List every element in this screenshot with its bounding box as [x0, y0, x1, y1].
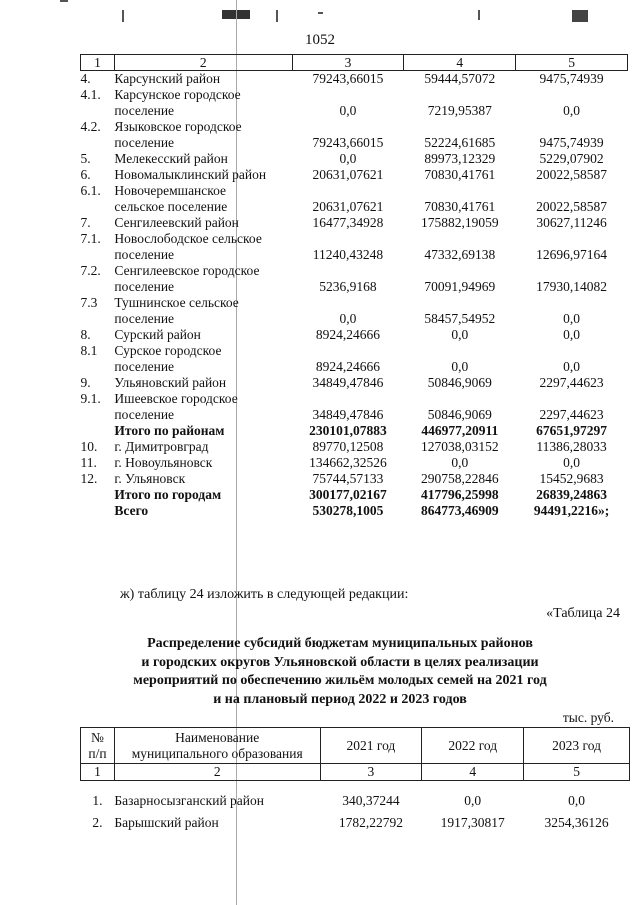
table-row	[81, 455, 628, 471]
table-row	[81, 343, 628, 375]
value-cell: 15452,9683	[539, 471, 604, 486]
value-cell: 530278,1005	[312, 503, 384, 518]
municipality-name	[114, 503, 292, 519]
municipality-name	[114, 471, 292, 487]
table-row	[81, 263, 628, 295]
row-number: 7.	[80, 215, 91, 230]
table-row	[81, 151, 628, 167]
subsidy-table-continued	[80, 54, 628, 519]
value-cell: 11386,28033	[536, 439, 607, 454]
column-number: 4	[422, 764, 524, 781]
row-number	[81, 487, 115, 503]
value-cell: 75744,57133	[312, 471, 384, 486]
value-cell: 20022,58587	[536, 199, 608, 214]
name-line: Новослободское сельское	[114, 231, 262, 246]
value-cell: 8924,24666	[315, 327, 381, 342]
column-number: 2	[114, 764, 320, 781]
value-cell: 0,0	[568, 792, 586, 808]
municipality-name	[114, 167, 292, 183]
value-cell: 17930,14082	[536, 279, 608, 294]
name-line: поселение	[114, 279, 175, 294]
municipality-name	[114, 119, 292, 151]
value-cell: 2297,44623	[539, 375, 604, 390]
row-number: 7.3	[80, 295, 98, 310]
name-line: Мелекесский район	[114, 151, 228, 166]
value-cell: 0,0	[563, 327, 581, 342]
name-line: поселение	[114, 135, 175, 150]
scan-mark	[60, 0, 68, 2]
scan-mark	[318, 12, 323, 14]
value-cell: 7219,95387	[427, 103, 492, 118]
value-cell: 59444,57072	[424, 71, 496, 86]
table-title	[60, 635, 620, 709]
name-line: Сурский район	[114, 327, 201, 342]
value-cell: 175882,19059	[420, 215, 499, 230]
value-cell: 79243,66015	[312, 71, 384, 86]
value-cell: 230101,07883	[309, 423, 387, 438]
municipality-name	[114, 487, 292, 503]
municipality-name	[114, 343, 292, 375]
table-row	[81, 231, 628, 263]
value-cell: 34849,47846	[312, 407, 384, 422]
header-2021: 2021 год	[320, 728, 422, 764]
value-cell: 67651,97297	[536, 423, 608, 438]
total-row	[81, 503, 628, 519]
value-cell: 864773,46909	[420, 503, 499, 518]
header-name: Наименование муниципального образования	[114, 728, 320, 764]
scan-mark	[572, 10, 588, 22]
value-cell: 16477,34928	[312, 215, 384, 230]
value-cell: 34849,47846	[312, 375, 384, 390]
municipality-name	[114, 215, 292, 231]
row-number: 4.2.	[80, 119, 101, 134]
row-number: 8.1	[80, 343, 98, 358]
scan-mark	[122, 10, 124, 22]
column-number: 1	[81, 764, 115, 781]
value-cell: 94491,2216»;	[533, 503, 610, 518]
column-number: 1	[81, 55, 115, 71]
row-number: 9.	[80, 375, 91, 390]
row-number: 6.	[80, 167, 91, 182]
name-line: поселение	[114, 359, 175, 374]
name-line: Итого по городам	[114, 487, 222, 502]
municipality-name	[114, 231, 292, 263]
value-cell: 0,0	[339, 103, 357, 118]
table-row	[81, 781, 630, 809]
row-number: 5.	[80, 151, 91, 166]
value-cell: 0,0	[451, 359, 469, 374]
value-cell: 58457,54952	[424, 311, 496, 326]
municipality-name	[114, 455, 292, 471]
value-cell: 0,0	[563, 455, 581, 470]
value-cell: 8924,24666	[315, 359, 381, 374]
table-row	[81, 87, 628, 119]
municipality-name: Базарносызганский район	[114, 792, 265, 808]
table-row	[81, 439, 628, 455]
municipality-name	[114, 71, 292, 88]
table-row	[81, 391, 628, 423]
row-number: 7.2.	[80, 263, 101, 278]
name-line: Языковское городское	[114, 119, 242, 134]
municipality-name	[114, 183, 292, 215]
name-line: Карсунское городское	[114, 87, 241, 102]
row-number: 12.	[80, 471, 98, 486]
value-cell: 89973,12329	[424, 151, 496, 166]
column-number: 5	[516, 55, 628, 71]
value-cell: 0,0	[464, 792, 482, 808]
column-number: 4	[404, 55, 516, 71]
municipality-name	[114, 375, 292, 391]
municipality-name	[114, 439, 292, 455]
municipality-name	[114, 391, 292, 423]
value-cell: 26839,24863	[536, 487, 608, 502]
row-number	[81, 423, 115, 439]
total-row	[81, 487, 628, 503]
value-cell: 0,0	[451, 327, 469, 342]
table-row	[81, 215, 628, 231]
header-2023: 2023 год	[524, 728, 630, 764]
value-cell: 290758,22846	[420, 471, 499, 486]
table-label: «Таблица 24	[546, 606, 620, 621]
value-cell: 11240,43248	[312, 247, 384, 262]
value-cell: 30627,11246	[536, 215, 607, 230]
value-cell: 70830,41761	[424, 167, 496, 182]
title-line: Распределение субсидий бюджетам муниципальных районов	[147, 636, 533, 651]
value-cell: 5229,07902	[539, 151, 604, 166]
municipality-name	[114, 327, 292, 343]
value-cell: 340,37244	[342, 792, 400, 808]
title-line: и на плановый период 2022 и 2023 годов	[213, 691, 467, 707]
name-line: Сурское городское	[114, 343, 222, 358]
page-number: 1052	[305, 32, 335, 48]
table-24	[80, 727, 630, 831]
municipality-name: Барышский район	[114, 814, 219, 830]
scan-mark	[478, 10, 480, 20]
value-cell: 47332,69138	[424, 247, 496, 262]
title-line: мероприятий по обеспечению жильём молодых семей на 2021 год	[133, 673, 547, 688]
table-row	[81, 471, 628, 487]
name-line: поселение	[114, 407, 175, 422]
total-row	[81, 423, 628, 439]
value-cell: 5236,9168	[319, 279, 377, 294]
row-number: 2.	[92, 814, 103, 830]
value-cell: 2297,44623	[539, 407, 604, 422]
row-number: 8.	[80, 327, 91, 342]
value-cell: 300177,02167	[309, 487, 387, 502]
value-cell: 20022,58587	[536, 167, 608, 182]
column-number: 3	[292, 55, 404, 71]
units-label: тыс. руб.	[562, 710, 614, 725]
municipality-name	[114, 423, 292, 439]
value-cell: 1782,22792	[338, 814, 403, 830]
column-number: 3	[320, 764, 422, 781]
row-number: 7.1.	[80, 231, 101, 246]
name-line: Ульяновский район	[114, 375, 227, 390]
table-row	[81, 71, 628, 88]
name-line: Тушнинское сельское	[114, 295, 239, 310]
column-number: 2	[114, 55, 292, 71]
column-number: 5	[524, 764, 630, 781]
value-cell: 0,0	[563, 311, 581, 326]
row-number: 6.1.	[80, 183, 101, 198]
header-2022: 2022 год	[422, 728, 524, 764]
value-cell: 134662,32526	[309, 455, 387, 470]
name-line: Сенгилеевское городское	[114, 263, 260, 278]
table-row	[81, 809, 630, 831]
name-line: Карсунский район	[114, 71, 221, 86]
value-cell: 52224,61685	[424, 135, 496, 150]
table-row	[81, 119, 628, 151]
value-cell: 0,0	[339, 151, 357, 166]
value-cell: 79243,66015	[312, 135, 384, 150]
name-line: сельское поселение	[114, 199, 228, 214]
value-cell: 0,0	[339, 311, 357, 326]
name-line: г. Димитровград	[114, 439, 209, 454]
value-cell: 70091,94969	[424, 279, 496, 294]
title-line: и городских округов Ульяновской области в целях реализации	[141, 654, 539, 670]
row-number	[81, 503, 115, 519]
value-cell: 50846,9069	[427, 407, 492, 422]
name-line: поселение	[114, 103, 175, 118]
name-line: Новочеремшанское	[114, 183, 227, 198]
table-row	[81, 327, 628, 343]
value-cell: 446977,20911	[421, 423, 499, 438]
name-line: Всего	[114, 503, 149, 518]
table-row	[81, 183, 628, 215]
row-number: 9.1.	[80, 391, 101, 406]
scan-mark	[276, 10, 278, 22]
name-line: поселение	[114, 311, 175, 326]
value-cell: 20631,07621	[312, 167, 384, 182]
value-cell: 50846,9069	[427, 375, 492, 390]
value-cell: 0,0	[563, 103, 581, 118]
row-number: 4.1.	[80, 87, 101, 102]
table-row	[81, 375, 628, 391]
name-line: Сенгилеевский район	[114, 215, 239, 230]
value-cell: 89770,12508	[312, 439, 384, 454]
municipality-name	[114, 151, 292, 167]
value-cell: 3254,36126	[544, 814, 609, 830]
name-line: г. Ульяновск	[114, 471, 186, 486]
row-number: 1.	[92, 792, 103, 808]
table-row	[81, 295, 628, 327]
header-number: № п/п	[81, 728, 115, 764]
table-row	[81, 167, 628, 183]
value-cell: 9475,74939	[539, 135, 604, 150]
row-number: 10.	[80, 439, 98, 454]
value-cell: 9475,74939	[539, 71, 604, 86]
value-cell: 70830,41761	[424, 199, 496, 214]
value-cell: 127038,03152	[420, 439, 499, 454]
amendment-paragraph: ж) таблицу 24 изложить в следующей редакции:	[120, 587, 409, 602]
value-cell: 0,0	[563, 359, 581, 374]
value-cell: 12696,97164	[536, 247, 608, 262]
row-number: 11.	[80, 455, 97, 470]
municipality-name	[114, 295, 292, 327]
value-cell: 20631,07621	[312, 199, 384, 214]
name-line: Новомалыклинский район	[114, 167, 267, 182]
row-number: 4.	[80, 71, 91, 86]
name-line: Итого по районам	[114, 423, 225, 438]
name-line: поселение	[114, 247, 175, 262]
value-cell: 1917,30817	[440, 814, 505, 830]
municipality-name	[114, 263, 292, 295]
column-number-row	[81, 55, 628, 71]
name-line: Ишеевское городское	[114, 391, 238, 406]
name-line: г. Новоульяновск	[114, 455, 213, 470]
value-cell: 417796,25998	[420, 487, 499, 502]
municipality-name	[114, 87, 292, 119]
value-cell: 0,0	[451, 455, 469, 470]
